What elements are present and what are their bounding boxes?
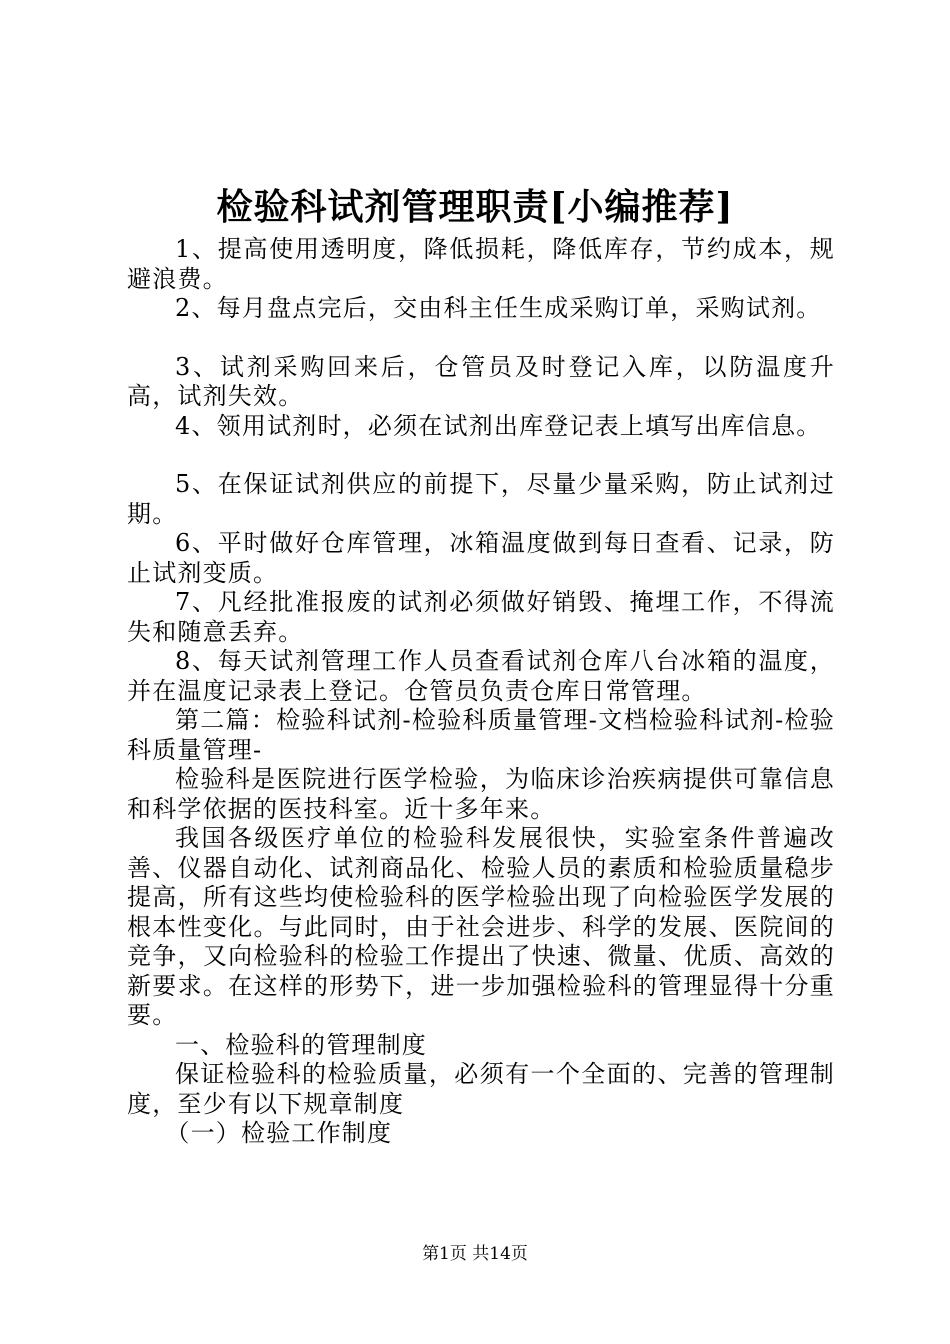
paragraph-item-8: 8、每天试剂管理工作人员查看试剂仓库八台冰箱的温度，并在温度记录表上登记。仓管员负责仓库日常管理。 (127, 647, 835, 705)
paragraph-item-4: 4、领用试剂时，必须在试剂出库登记表上填写出库信息。 (175, 411, 822, 440)
paragraph-item-5: 5、在保证试剂供应的前提下，尽量少量采购，防止试剂过期。 (127, 470, 835, 528)
paragraph-item-1: 1、提高使用透明度，降低损耗，降低库存，节约成本，规避浪费。 (127, 235, 835, 293)
blank-line (127, 324, 835, 353)
heading-work-system: （一）检验工作制度 (165, 1119, 393, 1147)
document-title: 检验科试剂管理职责[小编推荐] (216, 186, 734, 228)
paragraph-development: 我国各级医疗单位的检验科发展很快，实验室条件普遍改善、仪器自动化、试剂商品化、检验人员的素质和检验质量稳步提高，所有这些均使检验科的医学检验出现了向检验医学发展的根本性变化。与此同时，由于社会进步、科学的发展、医院间的竞争，又向检验科的检验工作提出了快速、微量、优质、高效的新要求。在这样的形势下，进一步加强检验科的管理显得十分重要。 (127, 824, 835, 1029)
paragraph-item-2: 2、每月盘点完后，交由科主任生成采购订单，采购试剂。 (175, 294, 822, 322)
paragraph-intro: 检验科是医院进行医学检验，为临床诊治疾病提供可靠信息和科学依据的医技科室。近十多年来。 (127, 765, 835, 823)
paragraph-item-6: 6、平时做好仓库管理，冰箱温度做到每日查看、记录，防止试剂变质。 (127, 529, 835, 587)
document-body (127, 235, 835, 1149)
blank-line (127, 441, 835, 470)
page-number-footer: 第1页 共14页 (422, 1244, 528, 1264)
paragraph-item-3: 3、试剂采购回来后，仓管员及时登记入库，以防温度升高，试剂失效。 (127, 352, 835, 410)
paragraph-management-system: 保证检验科的检验质量，必须有一个全面的、完善的管理制度，至少有以下规章制度 (127, 1060, 835, 1118)
section-heading-part-two: 第二篇：检验科试剂-检验科质量管理-文档检验科试剂-检验科质量管理- (127, 706, 835, 764)
heading-management-system: 一、检验科的管理制度 (175, 1030, 427, 1059)
paragraph-item-7: 7、凡经批准报废的试剂必须做好销毁、掩埋工作，不得流失和随意丢弃。 (127, 588, 835, 646)
